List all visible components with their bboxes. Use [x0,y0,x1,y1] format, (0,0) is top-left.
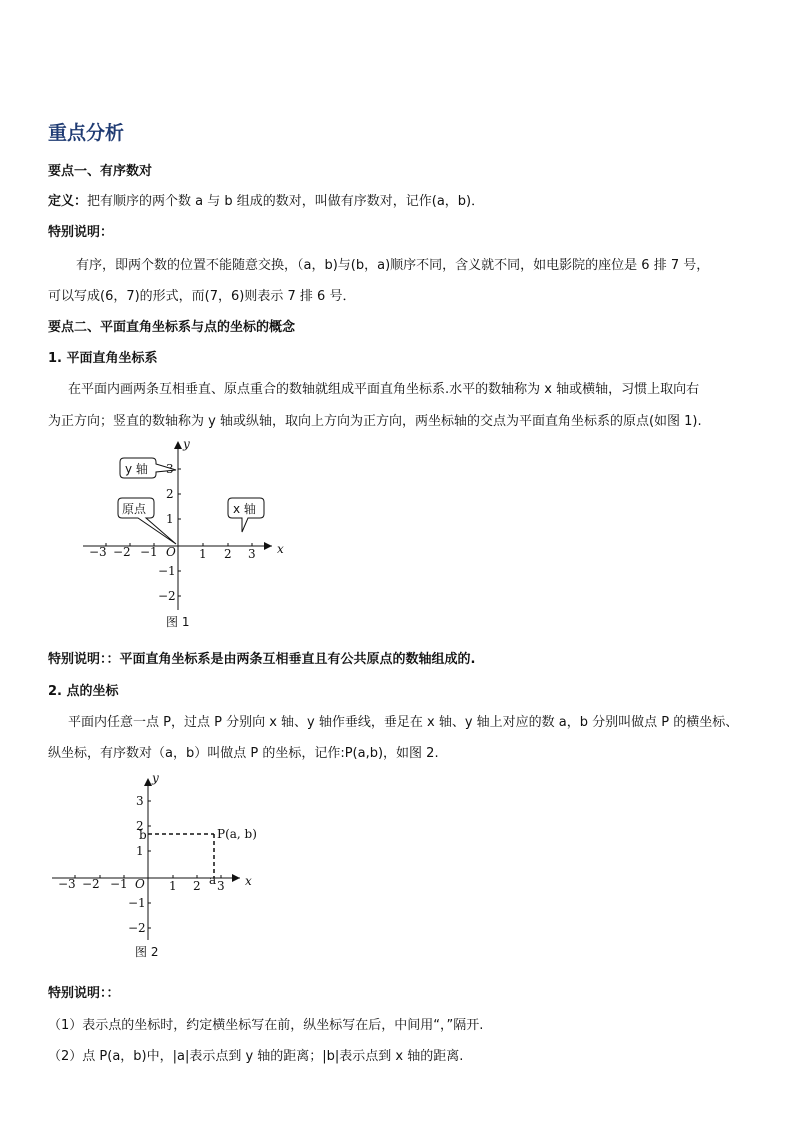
subsection1-title: 1. 平面直角坐标系 [48,351,158,366]
fig2-a-label: a [209,873,217,887]
fig1-y-axis-label: y [183,437,190,451]
definition-label: 定义： [48,194,88,209]
fig1-callout-x-text: x 轴 [233,502,256,516]
para2-line2: 纵坐标，有序数对（a，b）叫做点 P 的坐标，记作:P(a,b)，如图 2. [48,746,439,761]
fig2-xtick-neg3: −3 [58,877,76,891]
note3-item2: （2）点 P(a，b)中，|a|表示点到 y 轴的距离；|b|表示点到 x 轴的距离. [48,1049,464,1064]
para1-line2: 为正方向；竖直的数轴称为 y 轴或纵轴，取向上方向为正方向，两坐标轴的交点为平面直角坐标系的原点(如图 1). [48,414,702,429]
page-title: 重点分析 [48,122,125,144]
fig1-ytick-2: 2 [166,487,174,501]
fig2-x-arrow [232,874,240,882]
fig1-origin-label: O [166,545,176,559]
note2-text: ：平面直角坐标系是由两条互相垂直且有公共原点的数轴组成的. [106,652,476,667]
note1-label: 特别说明： [48,225,114,240]
para2-line1: 平面内任意一点 P，过点 P 分别向 x 轴、y 轴作垂线，垂足在 x 轴、y 轴上对应的数 a，b 分别叫做点 P 的横坐标、 [68,715,739,730]
fig1-y-arrow [174,441,182,449]
fig1-xtick-neg1: −1 [140,545,158,559]
fig2-ytick-neg1: −1 [128,896,146,910]
fig1-callout-origin-text: 原点 [122,502,147,516]
para1-line1: 在平面内画两条互相垂直、原点重合的数轴就组成平面直角坐标系.水平的数轴称为 x 轴或横轴，习惯上取向右 [68,382,700,397]
fig2-point-label: P(a, b) [217,827,257,841]
fig1-ytick-1: 1 [166,512,174,526]
fig1-xtick-3: 3 [248,547,256,561]
section2-title: 要点二、平面直角坐标系与点的坐标的概念 [48,320,296,335]
fig1-xtick-2: 2 [224,547,232,561]
fig2-xtick-1: 1 [169,879,177,893]
fig2-xtick-neg1: −1 [110,877,128,891]
fig2-y-axis-label: y [152,771,159,785]
fig1-ytick-neg1: −1 [158,564,176,578]
fig2-ytick-1: 1 [136,844,144,858]
fig1-xtick-neg3: −3 [89,545,107,559]
fig2-x-axis-label: x [245,874,252,888]
fig2-ytick-3: 3 [136,794,144,808]
note2 [48,648,475,667]
fig1-x-arrow [264,542,272,550]
note1-line1: 有序，即两个数的位置不能随意交换，（a，b)与(b，a)顺序不同，含义就不同，如电影院的座位是 6 排 7 号， [76,258,710,273]
subsection2-title: 2. 点的坐标 [48,684,119,699]
fig1-xtick-1: 1 [199,547,207,561]
fig2-xtick-2: 2 [193,879,201,893]
note1-line2: 可以写成(6，7)的形式，而(7，6)则表示 7 排 6 号． [48,289,356,304]
note3-text: ： [106,986,120,1001]
fig2-y-arrow [144,778,152,786]
fig1-ytick-neg2: −2 [158,589,176,603]
fig2-origin-label: O [135,877,145,891]
note3-item1: （1）表示点的坐标时，约定横坐标写在前，纵坐标写在后，中间用“，”隔开. [48,1018,484,1033]
section1-title: 要点一、有序数对 [48,164,153,179]
fig2-ytick-2: 2 [136,819,144,833]
fig2-xtick-neg2: −2 [82,877,100,891]
note3-label: 特别说明： [48,986,107,1001]
fig2-xtick-3: 3 [217,879,225,893]
fig1-x-axis-label: x [277,542,284,556]
fig2-b-label: b [139,828,147,842]
note2-label: 特别说明： [48,652,107,667]
fig2-caption: 图 2 [135,945,159,959]
fig1-callout-y-text: y 轴 [125,462,148,476]
definition-text: 把有顺序的两个数 a 与 b 组成的数对，叫做有序数对，记作(a，b)． [87,194,485,209]
fig1-xtick-neg2: −2 [113,545,131,559]
fig2-ytick-neg2: −2 [128,921,146,935]
note3 [48,982,120,1001]
fig1-caption: 图 1 [166,615,190,629]
